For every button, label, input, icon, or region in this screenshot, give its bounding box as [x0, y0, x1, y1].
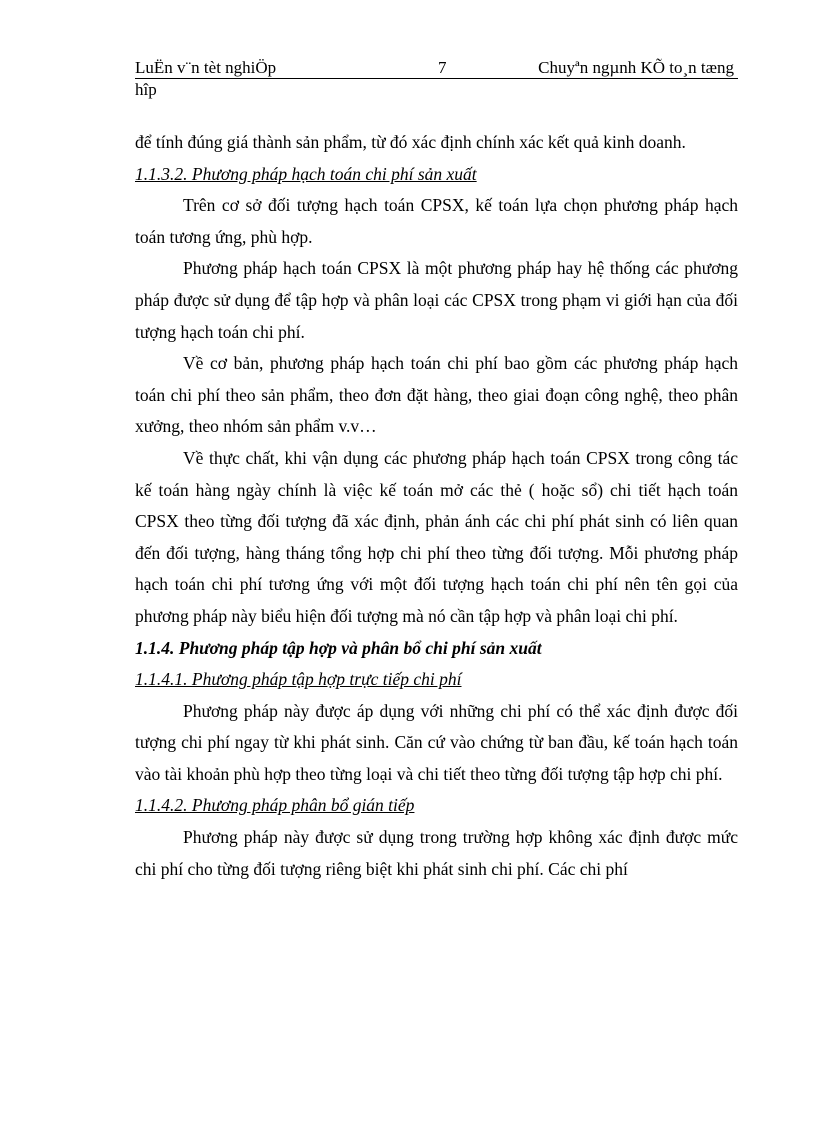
- paragraph: Phương pháp này được sử dụng trong trường hợp không xác định được mức chi phí cho từng đối tượng riêng biệt khi phát sinh chi phí. Các chi phí: [135, 827, 738, 879]
- paragraph: Phương pháp này được áp dụng với những chi phí có thể xác định được đối tượng chi phí ngay từ khi phát sinh. Căn cứ vào chứng từ ban đầu, kế toán hạch toán vào tài khoản phù hợp theo từng loại và chi tiết theo từng đối tượng tập hợp chi phí.: [135, 700, 738, 784]
- paragraph: để tính đúng giá thành sản phẩm, từ đó xác định chính xác kết quả kinh doanh.: [135, 132, 686, 152]
- subsection-heading: 1.1.4.2. Phương pháp phân bổ gián tiếp: [135, 795, 415, 816]
- page-number: 7: [438, 58, 447, 77]
- subsection-heading: 1.1.4.1. Phương pháp tập hợp trực tiếp chi phí: [135, 669, 462, 690]
- header-right-title: Chuyªn ngµnh KÕ to¸n tæng: [538, 58, 734, 77]
- header-left-title: LuËn v¨n tèt nghiÖp: [135, 58, 277, 77]
- running-header: [135, 58, 738, 99]
- section-heading: 1.1.4. Phương pháp tập hợp và phân bổ chi phí sản xuất: [135, 637, 542, 658]
- header-right-wrap: hîp: [135, 80, 157, 99]
- paragraph: Trên cơ sở đối tượng hạch toán CPSX, kế toán lựa chọn phương pháp hạch toán tương ứng, phù hợp.: [135, 195, 738, 247]
- header-line: [135, 58, 738, 79]
- paragraph: Phương pháp hạch toán CPSX là một phương pháp hay hệ thống các phương pháp được sử dụng để tập hợp và phân loại các CPSX trong phạm vi giới hạn của đối tượng hạch toán chi phí.: [135, 258, 738, 342]
- document-body: [135, 127, 738, 885]
- paragraph: Về thực chất, khi vận dụng các phương pháp hạch toán CPSX trong công tác kế toán hàng ngày chính là việc kế toán mở các thẻ ( hoặc sổ) chi tiết hạch toán CPSX theo từng đối tượng đã xác định, phản ánh các chi phí phát sinh có liên quan đến đối tượng, hàng tháng tổng hợp chi phí theo từng đối tượng. Mỗi phương pháp hạch toán chi phí tương ứng với một đối tượng hạch toán chi phí nên tên gọi của phương pháp này biểu hiện đối tượng mà nó cần tập hợp và phân loại chi phí.: [135, 447, 738, 626]
- subsection-heading: 1.1.3.2. Phương pháp hạch toán chi phí sản xuất: [135, 163, 477, 184]
- paragraph: Về cơ bản, phương pháp hạch toán chi phí bao gồm các phương pháp hạch toán chi phí theo sản phẩm, theo đơn đặt hàng, theo giai đoạn công nghệ, theo phân xưởng, theo nhóm sản phẩm v.v…: [135, 353, 738, 437]
